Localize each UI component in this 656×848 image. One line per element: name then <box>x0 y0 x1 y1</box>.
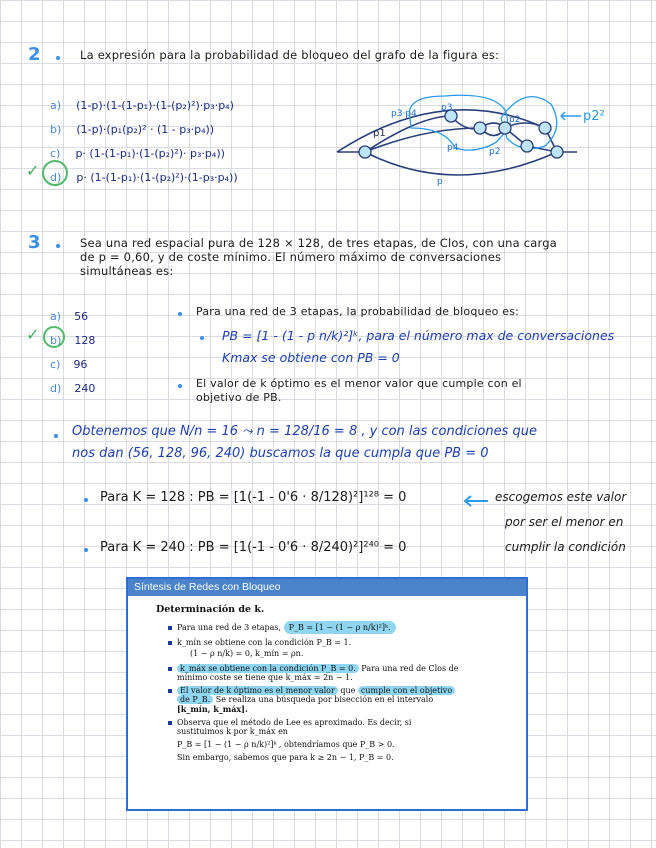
slide-bullet-2 <box>168 638 516 647</box>
bullet-dot <box>178 384 182 388</box>
question-3-line-1: Sea una red espacial pura de 128 × 128, de tres etapas, de Clos, con una carga <box>80 236 557 250</box>
kmax-note: Kmax se obtiene con PB = 0 <box>222 350 400 365</box>
bullet-dot <box>56 56 60 60</box>
option-label: b) <box>50 123 62 136</box>
graph-node <box>551 146 563 158</box>
formula-text: PB = [1 - (1 - p n/k)²]ᵏ <box>222 328 359 343</box>
label-p3p4: p3·p4 <box>391 109 417 119</box>
graph-edge-p <box>365 152 557 175</box>
option-text: 240 <box>74 382 96 395</box>
slide-bullet-5 <box>168 718 516 727</box>
slide-bullet-1 <box>168 623 516 632</box>
network-graph <box>325 88 635 198</box>
graph-node <box>539 122 551 134</box>
bullet-square <box>168 641 172 645</box>
formula-tail: , para el número max de conversaciones <box>358 328 615 343</box>
label-p: p <box>437 177 443 187</box>
option-text: 56 <box>74 310 89 323</box>
option-text: (1-p)·(p₁(p₂)² · (1 - p₃·p₄)) <box>76 123 215 136</box>
slide-b4-hl1: El valor de k óptimo es el menor valor <box>177 686 338 695</box>
q3-option-b <box>50 329 95 348</box>
side-note-1: escogemos este valor <box>495 490 627 504</box>
label-p4: p4 <box>447 143 459 153</box>
bullet-square <box>168 721 172 725</box>
label-p1: p1 <box>373 128 386 139</box>
bullet-dot <box>84 498 88 502</box>
option-label: a) <box>50 310 62 323</box>
slide-b4-line2-rest: Se realiza una búsqueda por bisección en el intervalo <box>213 695 434 704</box>
slide-b3-rest: Para una red de Clos de <box>358 664 459 673</box>
slide-b3-hl: k_máx se obtiene con la condición P_B = 0. <box>177 664 359 673</box>
bullet-dot <box>200 336 204 340</box>
option-text: p· (1-(1-p₁)·(1-(p₂)²)· p₃·p₄)) <box>75 147 225 160</box>
q2-option-c <box>50 142 225 161</box>
graph-node <box>474 122 486 134</box>
slide-b4-line2-hl: de P_B. <box>177 695 213 704</box>
slide-b5-line3: P_B = [1 − (1 − ρ n/k)²]ᵏ , obtendríamos que P_B > 0. <box>177 740 395 749</box>
work-line-1: Obtenemos que N/n = 16 ⤳ n = 128/16 = 8 , y con las condiciones que <box>72 424 537 439</box>
q3-option-c <box>50 353 87 372</box>
slide-b3-line2: mínimo coste se tiene que k_máx = 2n − 1. <box>177 673 353 682</box>
q2-option-b <box>50 118 214 137</box>
slide-b4-hl2: cumple con el objetivo <box>358 686 455 695</box>
label-p2-squared: p2² <box>583 109 605 124</box>
label-p3: p3 <box>441 103 453 113</box>
option-text: 96 <box>73 358 88 371</box>
slide-b1-formula: P_B = [1 − (1 − ρ n/k)²]ᵏ. <box>284 621 396 634</box>
question-number-3: 3 <box>28 232 41 253</box>
note-k-optimo-1: El valor de k óptimo es el menor valor que cumple con el <box>196 377 522 390</box>
slide-b2-line1: k_mín se obtiene con la condición P_B = 1. <box>177 638 352 647</box>
option-label: d) <box>50 382 62 395</box>
option-label: b) <box>50 334 62 347</box>
slide-bullet-4 <box>168 686 516 695</box>
option-text: p· (1-(1-p₁)·(1-(p₂)²)·(1-p₃·p₄)) <box>76 171 238 184</box>
slide-b5-line2: sustituimos k por k_máx en <box>177 727 288 736</box>
bullet-dot <box>54 434 58 438</box>
slide-excerpt <box>126 577 528 811</box>
slide-title: Síntesis de Redes con Bloqueo <box>128 579 526 596</box>
option-label: a) <box>50 99 62 112</box>
option-label: c) <box>50 147 61 160</box>
bullet-square <box>168 689 172 693</box>
side-note-3: cumplir la condición <box>505 540 626 554</box>
work-k128: Para K = 128 : PB = [1(-1 - 0'6 · 8/128)²]¹²⁸ = 0 <box>100 490 407 505</box>
slide-b2-line2: (1 − ρ n/k) = 0, k_mín = ρn. <box>190 649 304 658</box>
side-note-2: por ser el menor en <box>505 515 624 529</box>
slide-bullet-3 <box>168 664 516 673</box>
label-p2: p2 <box>509 115 521 125</box>
slide-b5-line4: Sin embargo, sabemos que para k ≥ 2n − 1, P_B = 0. <box>177 753 394 762</box>
q3-option-d <box>50 377 95 396</box>
work-k240: Para K = 240 : PB = [1(-1 - 0'6 · 8/240)²]²⁴⁰ = 0 <box>100 540 407 555</box>
note-k-optimo-2: objetivo de PB. <box>196 391 282 404</box>
option-label: c) <box>50 358 61 371</box>
checkmark-icon: ✓ <box>26 325 40 344</box>
slide-b1-text: Para una red de 3 etapas, <box>177 623 282 632</box>
slide-heading: Determinación de k. <box>156 604 265 615</box>
q3-option-a <box>50 305 88 324</box>
slide-b4-line2 <box>177 695 516 704</box>
option-label: d) <box>50 171 62 184</box>
q2-option-d <box>50 166 238 185</box>
slide-b5-line1: Observa que el método de Lee es aproximado. Es decir, si <box>177 718 412 727</box>
work-line-2: nos dan (56, 128, 96, 240) buscamos la que cumpla que PB = 0 <box>72 446 489 461</box>
q2-option-a <box>50 94 234 113</box>
bullet-dot <box>178 312 182 316</box>
graph-node <box>359 146 371 158</box>
bullet-square <box>168 626 172 630</box>
option-text: (1-p)·(1-(1-p₁)·(1-(p₂)²)·p₃·p₄) <box>76 99 234 112</box>
label-p2b: p2 <box>489 147 501 157</box>
note-3-stages: Para una red de 3 etapas, la probabilidad de bloqueo es: <box>196 305 520 318</box>
slide-b4-mid: que <box>337 686 358 695</box>
arrow-left-icon <box>460 494 490 508</box>
graph-node <box>521 140 533 152</box>
question-number-2: 2 <box>28 44 41 65</box>
pb-formula <box>222 328 614 343</box>
question-3-line-2: de p = 0,60, y de coste mínimo. El número máximo de conversaciones <box>80 250 502 264</box>
option-text: 128 <box>74 334 96 347</box>
bullet-dot <box>84 548 88 552</box>
question-3-line-3: simultáneas es: <box>80 264 174 278</box>
slide-b4-line3: [k_mín, k_máx]. <box>177 704 248 714</box>
checkmark-icon: ✓ <box>26 161 40 180</box>
bullet-square <box>168 667 172 671</box>
bullet-dot <box>56 244 60 248</box>
question-2-text: La expresión para la probabilidad de bloqueo del grafo de la figura es: <box>80 48 500 62</box>
